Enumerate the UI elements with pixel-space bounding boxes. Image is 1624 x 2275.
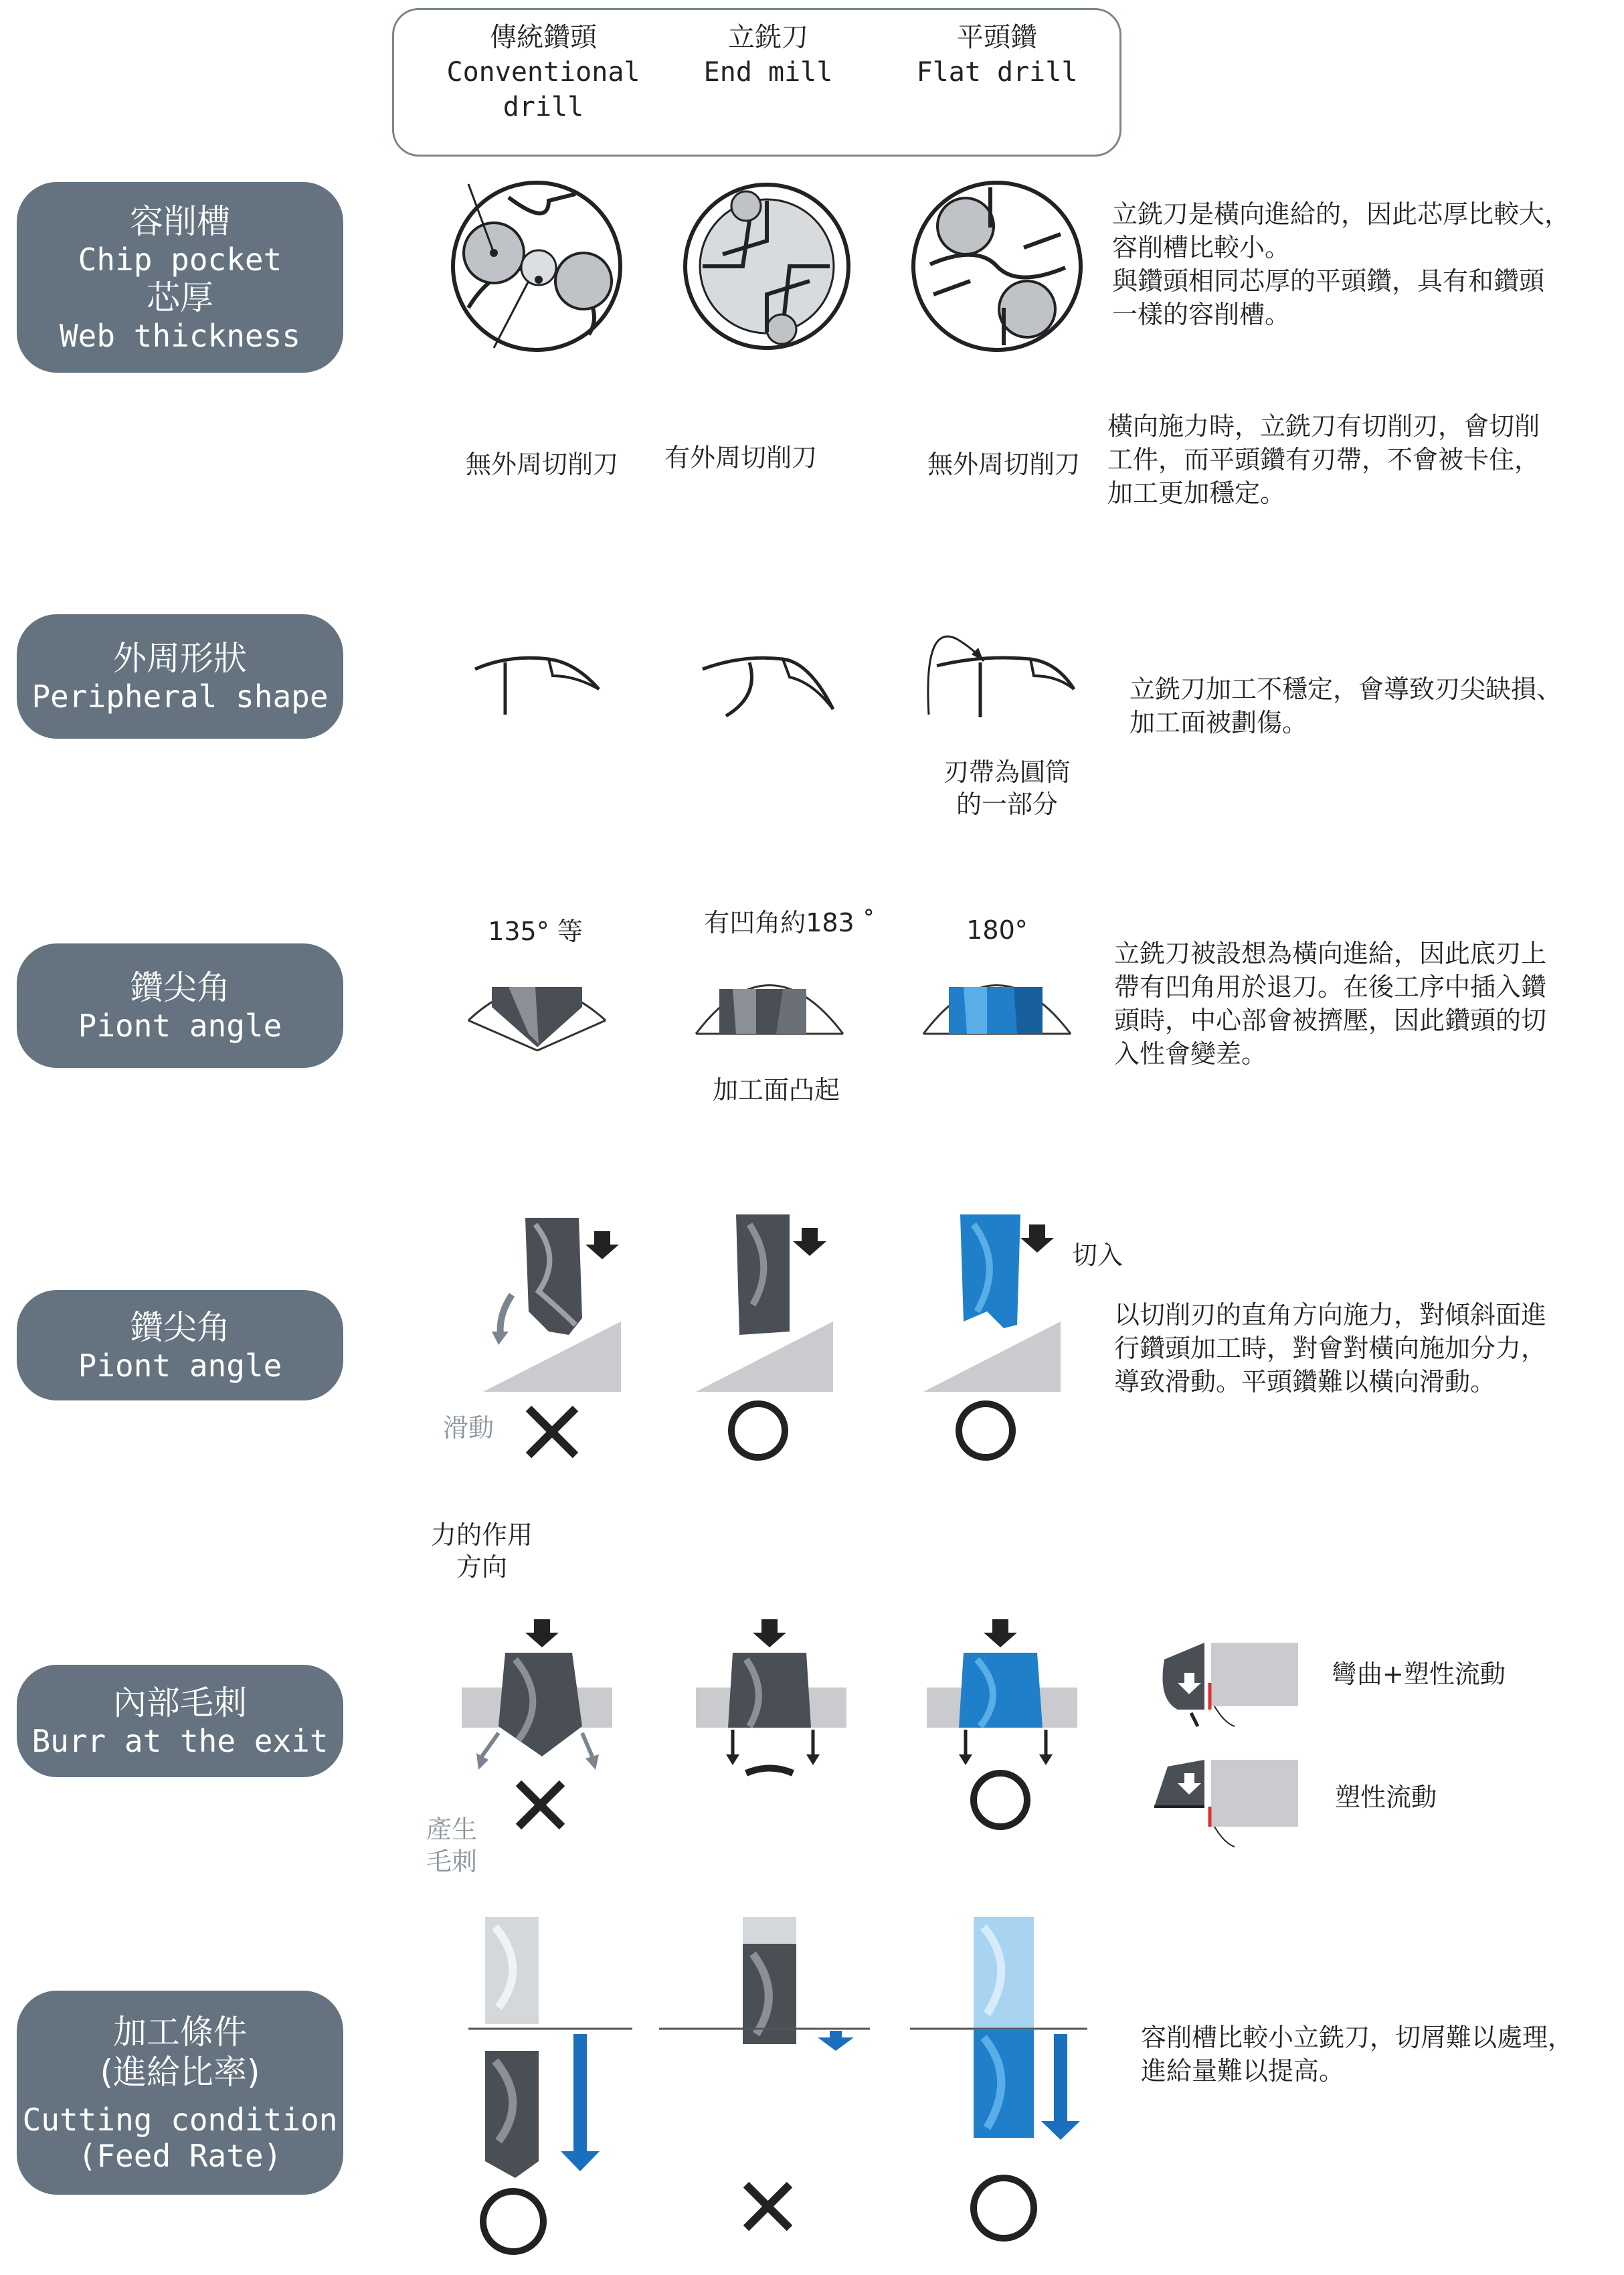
label-zh: 鑽尖角	[130, 968, 230, 1007]
incline-description	[1114, 1298, 1546, 1398]
label-en: Peripheral shape	[31, 678, 329, 715]
caption-line: 力的作用	[430, 1520, 533, 1550]
label-zh: 容削槽	[130, 201, 230, 241]
peripheral-shape-end-mill	[703, 658, 833, 716]
caption-no-peripheral-cutter-flat: 無外周切削刀	[927, 450, 1080, 479]
cutting-end-mill	[659, 1917, 870, 2228]
chip-desc-line: 加工更加穩定。	[1107, 478, 1286, 508]
burr-conventional	[462, 1619, 612, 1827]
angle-label-135: 135° 等	[488, 917, 583, 946]
column-title-en: Flat drill	[916, 57, 1078, 88]
cutting-conventional	[468, 1917, 632, 2252]
caption-has-peripheral-cutter: 有外周切削刀	[664, 443, 817, 472]
cross-section-flat-drill	[913, 183, 1081, 350]
label-zh: 外周形狀	[113, 639, 247, 678]
chip-desc-line: 一樣的容削槽。	[1112, 300, 1291, 329]
angle-label-180: 180°	[966, 915, 1028, 945]
label-zh: 內部毛刺	[113, 1683, 247, 1722]
label-point-angle-incline	[17, 1290, 343, 1400]
caption-line: 毛刺	[426, 1847, 477, 1876]
label-en: Burr at the exit	[31, 1723, 329, 1759]
peripheral-desc-line: 立銑刀加工不穩定，會導致刃尖缺損、	[1130, 674, 1562, 704]
label-zh: 加工條件	[113, 2012, 247, 2052]
burr-end-mill	[696, 1619, 846, 1773]
point-desc-line: 入性會變差。	[1114, 1039, 1267, 1069]
incline-desc-line: 以切削刃的直角方向施力，對傾斜面進	[1114, 1300, 1547, 1330]
chip-desc-line: 容削槽比較小。	[1112, 233, 1291, 262]
label-en: Cutting condition	[22, 2101, 338, 2138]
caption-no-peripheral-cutter: 無外周切削刀	[465, 450, 618, 479]
label-en-2: (Feed Rate)	[78, 2137, 282, 2174]
column-title-en: End mill	[703, 57, 833, 88]
cross-section-end-mill	[685, 185, 848, 348]
point-desc-line: 帶有凹角用於退刀。在後工序中插入鑽	[1114, 972, 1547, 1002]
caption-burr-generated	[418, 1813, 485, 1878]
peripheral-description	[1130, 672, 1562, 739]
label-peripheral-shape	[17, 614, 343, 739]
cutting-flat-drill	[910, 1917, 1087, 2238]
peripheral-shape-conventional	[475, 658, 599, 715]
column-title-zh: 立銑刀	[728, 22, 808, 53]
caption-line: 方向	[456, 1552, 507, 1582]
column-title-en-2: drill	[503, 92, 584, 122]
incline-desc-line: 導致滑動。平頭鑽難以橫向滑動。	[1114, 1367, 1496, 1396]
point-desc-line: 頭時，中心部會被擠壓，因此鑽頭的切	[1114, 1006, 1547, 1035]
incline-desc-line: 行鑽頭加工時，對會對橫向施加分力，	[1114, 1334, 1547, 1363]
chip-description-2	[1107, 410, 1540, 510]
point-angle-conventional	[468, 987, 606, 1051]
cross-section-conventional	[453, 183, 620, 350]
label-en-2: Web thickness	[59, 317, 301, 354]
burr-side-diagram-bend	[1163, 1643, 1299, 1726]
peripheral-desc-line: 加工面被劃傷。	[1130, 708, 1308, 737]
caption-surface-bulge: 加工面凸起	[712, 1075, 840, 1105]
column-title-zh: 平頭鑽	[957, 22, 1037, 53]
cutting-description	[1141, 2021, 1573, 2088]
peripheral-shape-flat-drill	[928, 636, 1074, 717]
point-desc-line: 立銑刀被設想為橫向進給，因此底刃上	[1114, 939, 1547, 968]
angle-label-183: 有凹角約183 ˚	[704, 908, 875, 937]
burr-side-diagram-plastic	[1154, 1760, 1298, 1847]
label-cutting-condition	[17, 1991, 343, 2195]
label-zh: 鑽尖角	[130, 1307, 230, 1347]
label-zh-2: (進給比率)	[100, 2052, 260, 2092]
column-title-zh: 傳統鑽頭	[490, 22, 597, 53]
chip-desc-line: 工件，而平頭鑽有刃帶，不會被卡住，	[1107, 445, 1540, 474]
caption-bend-plastic-flow: 彎曲+塑性流動	[1332, 1659, 1506, 1689]
caption-line: 的一部分	[956, 790, 1058, 819]
label-burr-at-exit	[17, 1665, 343, 1777]
caption-plastic-flow: 塑性流動	[1335, 1783, 1437, 1812]
chip-desc-line: 橫向施力時，立銑刀有切削刃，會切削	[1107, 412, 1540, 441]
label-en: Piont angle	[78, 1347, 282, 1384]
caption-force-direction	[415, 1519, 549, 1583]
incline-end-mill	[696, 1214, 833, 1457]
burr-flat-drill	[927, 1619, 1077, 1827]
point-angle-end-mill	[696, 986, 843, 1034]
cutting-desc-line: 容削槽比較小立銑刀，切屑難以處理，	[1141, 2023, 1574, 2052]
point-angle-flat-drill	[923, 986, 1071, 1034]
label-en: Piont angle	[78, 1008, 282, 1044]
incline-conventional	[483, 1218, 621, 1455]
chip-description	[1112, 197, 1570, 331]
cutting-desc-line: 進給量難以提高。	[1141, 2056, 1345, 2086]
label-point-angle	[17, 943, 343, 1068]
label-zh-2: 芯厚	[147, 278, 213, 317]
caption-margin-cylinder	[923, 756, 1091, 820]
incline-flat-drill	[923, 1214, 1061, 1457]
label-en: Chip pocket	[78, 241, 282, 278]
chip-desc-line: 立銑刀是橫向進給的，因此芯厚比較大，	[1112, 199, 1570, 229]
caption-line: 刃帶為圓筒	[943, 757, 1071, 787]
caption-slide: 滑動	[442, 1413, 494, 1443]
column-title-en: Conventional	[446, 57, 640, 88]
chip-desc-line: 與鑽頭相同芯厚的平頭鑽，具有和鑽頭	[1112, 266, 1545, 296]
point-angle-description	[1114, 937, 1546, 1071]
caption-line: 產生	[426, 1815, 477, 1844]
caption-cut-in: 切入	[1071, 1241, 1123, 1270]
